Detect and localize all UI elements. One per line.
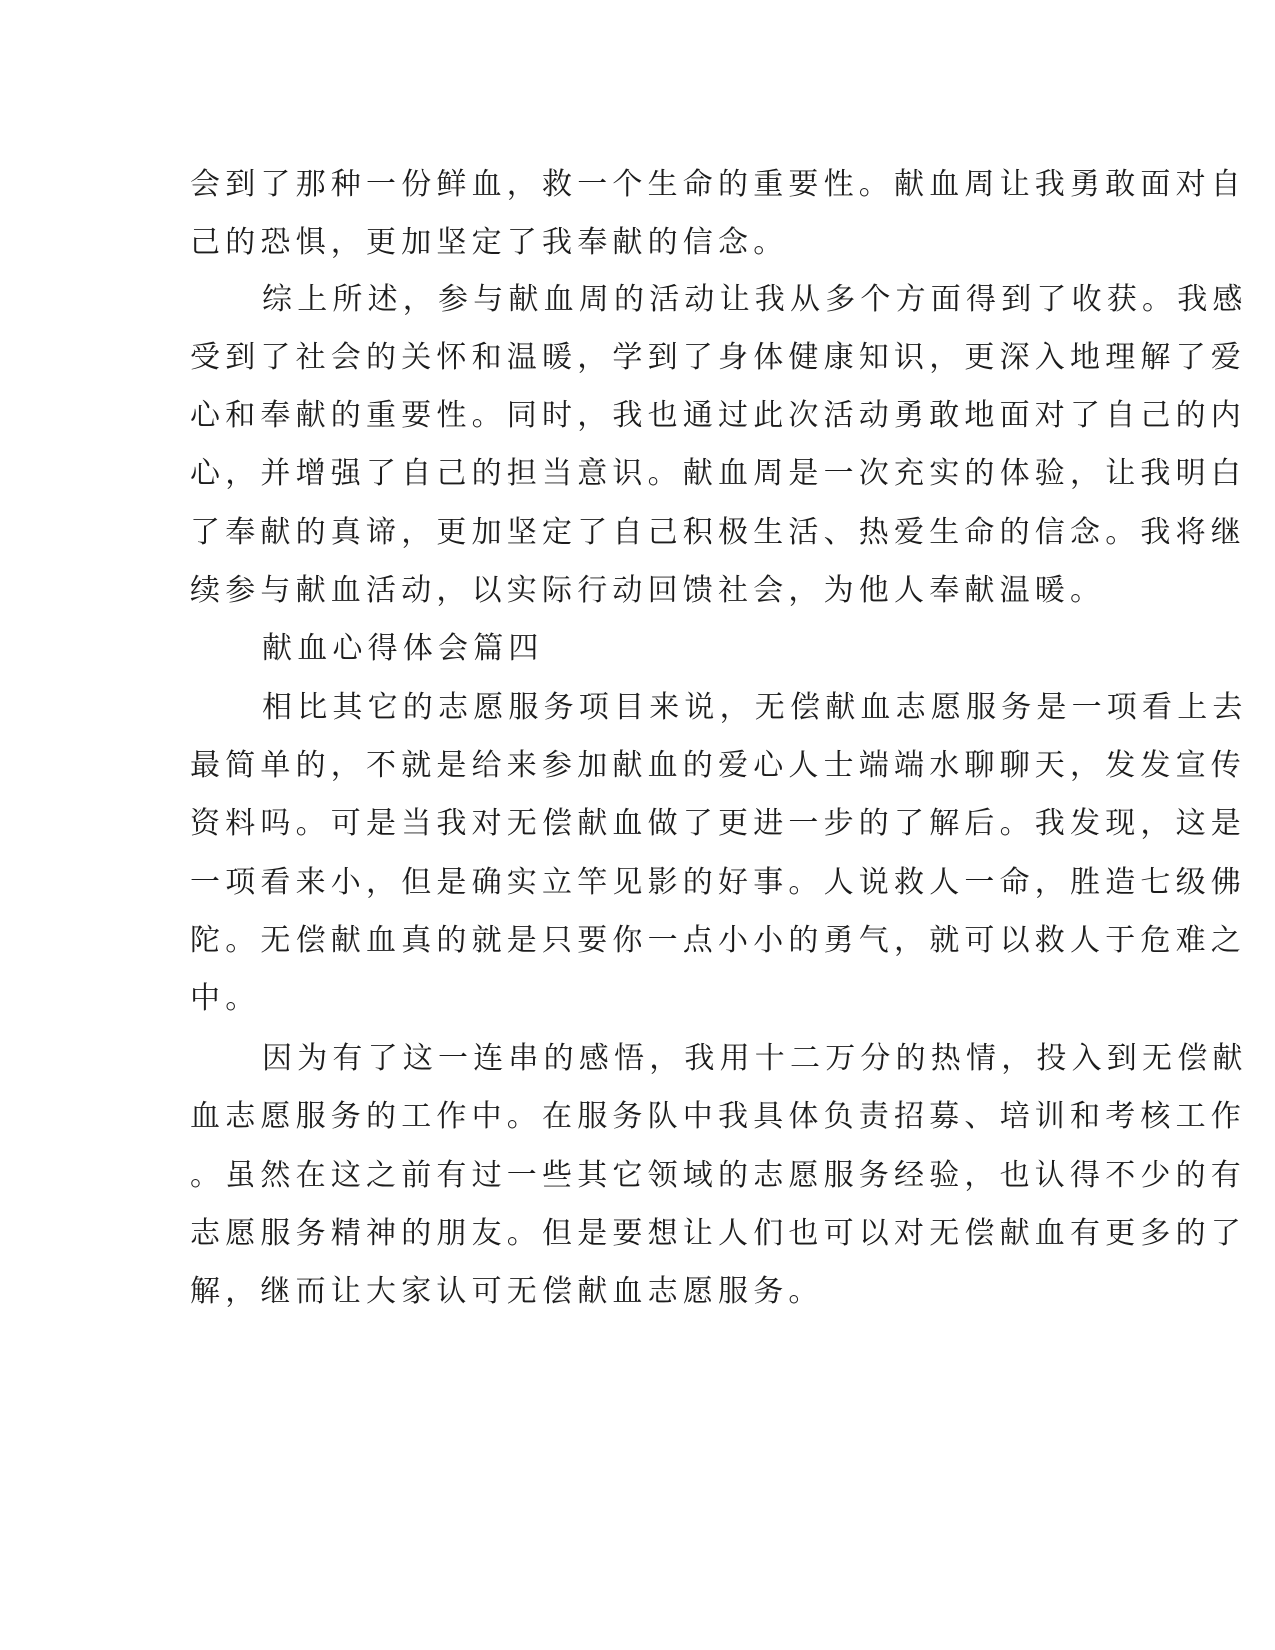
- text-line: 己的恐惧，更加坚定了我奉献的信念。: [190, 225, 789, 260]
- text-line: 受到了社会的关怀和温暖，学到了身体健康知识，更深入地理解了爱: [190, 340, 1246, 375]
- text-line: 最简单的，不就是给来参加献血的爱心人士端端水聊聊天，发发宣传: [190, 748, 1246, 783]
- text-line: 心，并增强了自己的担当意识。献血周是一次充实的体验，让我明白: [190, 456, 1246, 491]
- text-line: 资料吗。可是当我对无偿献血做了更进一步的了解后。我发现，这是: [190, 806, 1246, 841]
- section-heading: 献血心得体会篇四: [262, 631, 544, 666]
- paragraph-first-line: 因为有了这一连串的感悟，我用十二万分的热情，投入到无偿献: [262, 1041, 1248, 1076]
- text-line: 志愿服务精神的朋友。但是要想让人们也可以对无偿献血有更多的了: [190, 1216, 1246, 1251]
- text-line: 解，继而让大家认可无偿献血志愿服务。: [190, 1274, 824, 1309]
- text-line: 。虽然在这之前有过一些其它领域的志愿服务经验，也认得不少的有: [190, 1158, 1246, 1193]
- text-line: 会到了那种一份鲜血，救一个生命的重要性。献血周让我勇敢面对自: [190, 167, 1246, 202]
- text-line: 中。: [190, 981, 261, 1016]
- text-line: 了奉献的真谛，更加坚定了自己积极生活、热爱生命的信念。我将继: [190, 515, 1246, 550]
- text-line: 心和奉献的重要性。同时，我也通过此次活动勇敢地面对了自己的内: [190, 398, 1246, 433]
- text-line: 续参与献血活动，以实际行动回馈社会，为他人奉献温暖。: [190, 573, 1106, 608]
- paragraph-first-line: 相比其它的志愿服务项目来说，无偿献血志愿服务是一项看上去: [262, 690, 1248, 725]
- text-line: 一项看来小，但是确实立竿见影的好事。人说救人一命，胜造七级佛: [190, 865, 1246, 900]
- text-line: 血志愿服务的工作中。在服务队中我具体负责招募、培训和考核工作: [190, 1099, 1246, 1134]
- paragraph-first-line: 综上所述，参与献血周的活动让我从多个方面得到了收获。我感: [262, 282, 1248, 317]
- text-line: 陀。无偿献血真的就是只要你一点小小的勇气，就可以救人于危难之: [190, 923, 1246, 958]
